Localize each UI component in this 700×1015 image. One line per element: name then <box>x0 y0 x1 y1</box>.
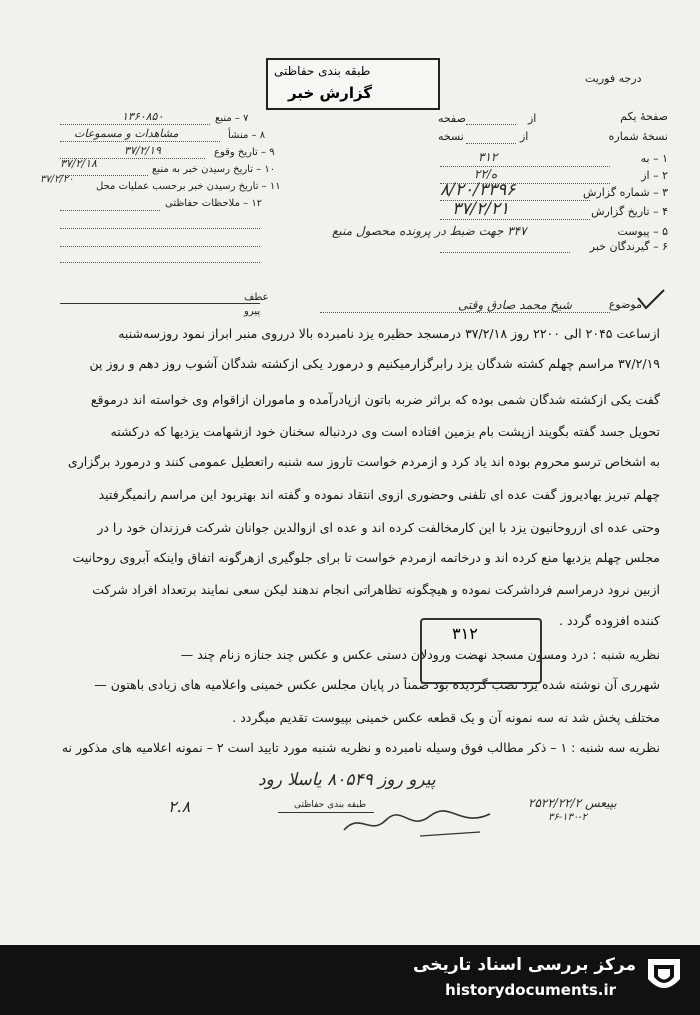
signature-scribble <box>340 806 500 840</box>
archive-url[interactable]: historydocuments.ir <box>445 981 616 999</box>
field-label: صفحهٔ یکم <box>620 110 668 123</box>
archive-logo-icon <box>642 953 686 997</box>
body-line: به اشخاص ترسو محروم بوده اند یاد کرد و ازمردم خواست تاروز سه شنبه راتعطیل عمومی کنند و درمورد برگزاری <box>67 454 660 469</box>
body-line: وحتی عده ای ازروحانیون یزد با این کارمخالفت کرده اند و عده ای ازوالدین جوانان شرکت فرزندان خود را در <box>97 520 660 535</box>
field-suffix: نسخه <box>438 130 464 143</box>
field-label: ۴ – تاریخ گزارش <box>591 205 668 218</box>
archive-title: مرکز بررسی اسناد تاریخی <box>413 955 636 975</box>
archive-footer <box>0 945 700 1015</box>
field-value: ۳۷/۲/۲۱ <box>452 199 510 219</box>
receipt-seal <box>420 618 542 684</box>
body-line: مجلس چهلم یزدیها منع کرده اند و درخاتمه ازمردم خواست تا برای جلوگیری ازهرگونه اتفاق واینکه آبروی روحانیت <box>72 550 660 565</box>
field-suffix: صفحه <box>438 112 466 125</box>
body-line: مختلف پخش شد نه سه نمونه آن و یک قطعه عکس خمینی بپیوست تقدیم میگردد . <box>232 710 660 725</box>
body-line: تحویل جسد گفته بگویند ازپشت بام بزمین افتاده است وی دردنباله سخنان خود ازشهامت یزدیها که درکشته <box>110 424 660 439</box>
classification-label: درجه فوریت <box>585 72 642 85</box>
reference-label: عطف <box>244 292 269 303</box>
signature-stamp-label: طبقه بندی حفاظتی <box>294 800 367 810</box>
field-value: ۳۷/۲/۱۹ <box>124 144 161 157</box>
subject-label: موضوع <box>608 298 642 311</box>
body-line: چهلم تبریز یهادیروز گفت عده ای تلفنی وحضوری ازوی انتقاد نموده و گفته اند بهتربود این مراسم رانمیگرفتید <box>98 487 660 502</box>
reference-code: ۳۶-۱۳۰-۲ <box>548 812 587 823</box>
field-value: مشاهدات و مسموعات <box>74 127 179 140</box>
body-line: ازساعت ۲۰۴۵ الی ۲۲۰۰ روز ۳۷/۲/۱۸ درمسجد حظیره یزد نامبرده بالا درروی منبر ابراز نمود روزسه‌شنبه <box>118 326 660 341</box>
report-stamp <box>266 58 440 110</box>
body-line: ۳۷/۲/۱۹ مراسم چهلم کشته شدگان یزد رابرگزارمیکنیم و درمورد یکی ازکشته شدگان آشوب روز دهم و روز پن <box>89 356 660 371</box>
field-label: ۳ – شماره گزارش <box>582 186 668 199</box>
seal-number: ۳۱۲ <box>452 624 478 643</box>
reference-number: ۲۵۲۲/۲۲/۲ بپیعس <box>528 796 617 810</box>
body-line: ازبین نرود درمراسم فرداشرکت نموده و هیچگونه تظاهراتی انجام ندهند لیکن سعی نمایند برتعداد افراد شرکت <box>92 582 660 597</box>
field-label: ۸ – منشأ <box>228 130 266 141</box>
body-line: شهرری آن نوشته شده یزد نصب گردیده بود ضمناً در پایان مجلس عکس خمینی واعلامیه های زیادی باهتون — <box>94 677 660 692</box>
field-value: ۳۷/۲/۱۸ <box>60 157 97 170</box>
subject-value: شیخ محمد صادق وقتی <box>458 298 572 312</box>
field-label: ۵ – پیوست <box>617 225 668 238</box>
field-label: ۷ – منبع <box>215 113 249 124</box>
stamp-classification: طبقه بندی حفاظتی <box>274 64 371 78</box>
field-mid: از <box>528 112 537 125</box>
field-label: ۱ – به <box>640 152 668 165</box>
field-value: ۳۴۷ جهت ضبط در پرونده محصول منبع <box>332 224 527 238</box>
field-label: ۱۰ – تاریخ رسیدن خبر به منبع <box>152 164 276 175</box>
body-line: گفت یکی ازکشته شدگان شمی بوده که براثر ضربه باتون ازپادرآمده و ماموران ازاقوام وی خواسته اند درموقع <box>90 392 660 407</box>
field-value: ۲۲/ه <box>474 167 498 181</box>
handwritten-note: پیرو روز ۸۰۵۴۹ یاسلا رود <box>258 770 436 790</box>
field-mid: از <box>520 130 529 143</box>
check-mark-icon <box>636 288 666 310</box>
field-label: ۱۱ – تاریخ رسیدن خبر برحسب عملیات محل <box>96 181 281 192</box>
field-value: ۸/۲۰/۳۳۹۶ <box>440 180 516 200</box>
body-line: کننده افزوده گردد . <box>559 613 660 628</box>
body-line: نظریه شنبه : درد ومسون مسجد نهضت ورودلان دستی عکس و عکس چند جنازه زنام چند — <box>180 647 660 662</box>
field-value: ۱۳۶۰۸۵۰ <box>122 110 164 123</box>
field-value: ۳۱۲ <box>478 150 498 164</box>
field-label: ۶ – گیرندگان خبر <box>589 240 668 253</box>
field-label: ۹ – تاریخ وقوع <box>214 147 275 158</box>
field-label: ۱۲ – ملاحظات حفاظتی <box>165 198 263 209</box>
stamp-title: گزارش خبر <box>288 84 373 102</box>
field-label: ۲ – از <box>641 169 668 182</box>
field-value: ۳۷/۲/۲۰ <box>40 174 74 185</box>
followup-label: پیرو <box>244 306 261 317</box>
initials: ۲.۸ <box>168 797 191 816</box>
field-label: نسخهٔ شماره <box>608 130 668 143</box>
body-line: نظریه سه شنبه : ۱ – ذکر مطالب فوق وسیله نامبرده و نظریه شنبه مورد تایید است ۲ – نمونه اعلامیه های مذکور نه <box>61 740 660 755</box>
